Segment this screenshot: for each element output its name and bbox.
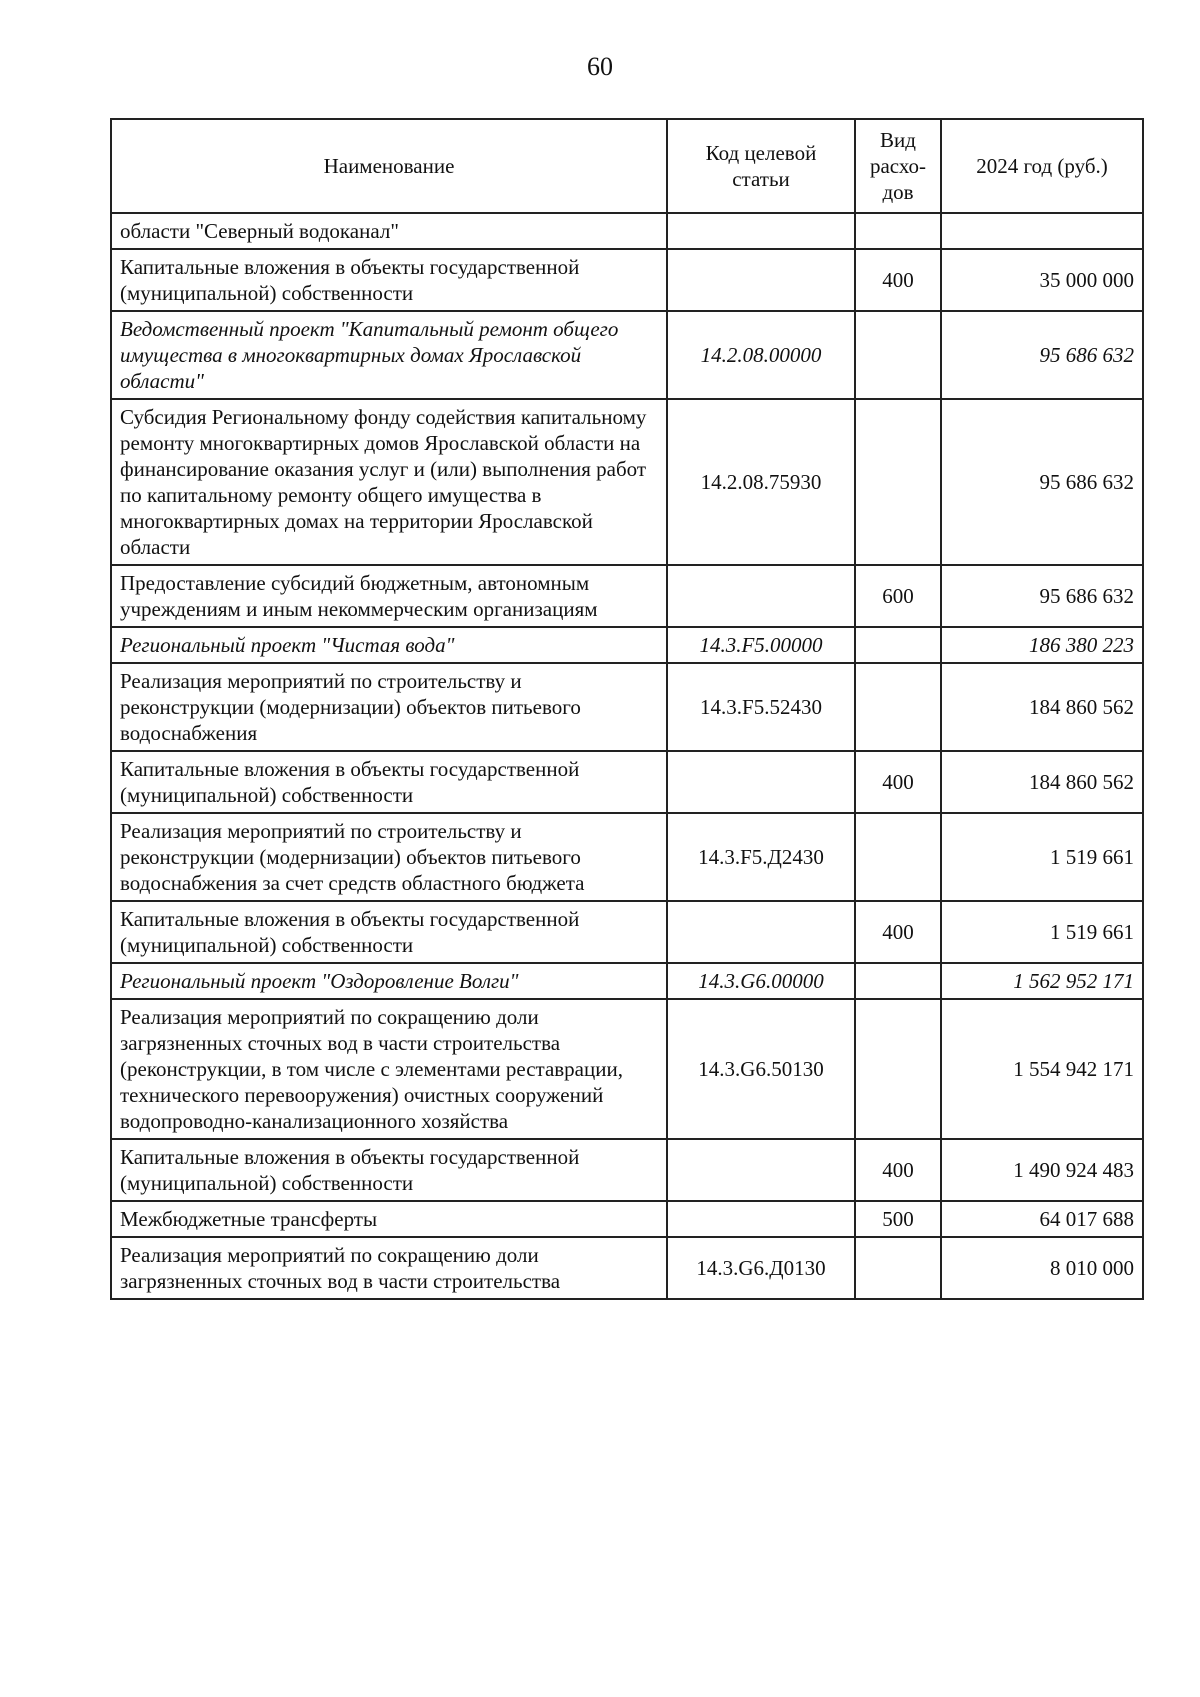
- row-code: [667, 1139, 855, 1201]
- row-name: Региональный проект "Оздоровление Волги": [111, 963, 667, 999]
- row-code: 14.3.G6.00000: [667, 963, 855, 999]
- row-name: Капитальные вложения в объекты государственной (муниципальной) собственности: [111, 1139, 667, 1201]
- table-row: [111, 963, 1143, 999]
- row-name: области "Северный водоканал": [111, 213, 667, 249]
- row-code: [667, 213, 855, 249]
- table-header-row: [111, 119, 1143, 213]
- row-code: 14.3.F5.Д2430: [667, 813, 855, 901]
- row-kind: [855, 999, 941, 1139]
- row-amount: 186 380 223: [941, 627, 1143, 663]
- row-amount: 95 686 632: [941, 399, 1143, 565]
- row-name: Региональный проект "Чистая вода": [111, 627, 667, 663]
- row-amount: 95 686 632: [941, 311, 1143, 399]
- row-amount: [941, 213, 1143, 249]
- header-code: Код целевой статьи: [667, 119, 855, 213]
- header-name: Наименование: [111, 119, 667, 213]
- row-name: Реализация мероприятий по строительству и реконструкции (модернизации) объектов питьевого водоснабжения: [111, 663, 667, 751]
- row-code: [667, 1201, 855, 1237]
- row-kind: 400: [855, 751, 941, 813]
- row-kind: [855, 963, 941, 999]
- row-code: [667, 751, 855, 813]
- row-code: [667, 901, 855, 963]
- row-name: Ведомственный проект "Капитальный ремонт общего имущества в многоквартирных домах Ярославской области": [111, 311, 667, 399]
- table-row: [111, 999, 1143, 1139]
- row-code: [667, 565, 855, 627]
- row-code: 14.3.G6.Д0130: [667, 1237, 855, 1299]
- row-amount: 184 860 562: [941, 663, 1143, 751]
- row-name: Реализация мероприятий по строительству и реконструкции (модернизации) объектов питьевого водоснабжения за счет средств областного бюджета: [111, 813, 667, 901]
- table-row: [111, 1139, 1143, 1201]
- row-kind: [855, 627, 941, 663]
- row-kind: [855, 213, 941, 249]
- row-name: Реализация мероприятий по сокращению доли загрязненных сточных вод в части строительства: [111, 1237, 667, 1299]
- row-amount: 1 562 952 171: [941, 963, 1143, 999]
- row-kind: 600: [855, 565, 941, 627]
- row-kind: [855, 399, 941, 565]
- table-row: [111, 751, 1143, 813]
- row-kind: 500: [855, 1201, 941, 1237]
- table-row: [111, 311, 1143, 399]
- budget-table: [110, 118, 1144, 1300]
- row-name: Реализация мероприятий по сокращению доли загрязненных сточных вод в части строительства (реконструкции, в том числе с элементами реставрации, технического перевооружения) очистных сооружений водопроводно-канализационного хозяйства: [111, 999, 667, 1139]
- row-name: Предоставление субсидий бюджетным, автономным учреждениям и иным некоммерческим организациям: [111, 565, 667, 627]
- table-row: [111, 663, 1143, 751]
- row-kind: 400: [855, 249, 941, 311]
- table-row: [111, 399, 1143, 565]
- row-kind: [855, 311, 941, 399]
- row-amount: 1 490 924 483: [941, 1139, 1143, 1201]
- row-name: Субсидия Региональному фонду содействия капитальному ремонту многоквартирных домов Ярославской области на финансирование оказания услуг и (или) выполнения работ по капитальному ремонту общего имущества в многоквартирных домах на территории Ярославской области: [111, 399, 667, 565]
- row-name: Капитальные вложения в объекты государственной (муниципальной) собственности: [111, 249, 667, 311]
- table-row: [111, 901, 1143, 963]
- row-code: 14.2.08.75930: [667, 399, 855, 565]
- row-amount: 64 017 688: [941, 1201, 1143, 1237]
- row-kind: [855, 1237, 941, 1299]
- row-name: Межбюджетные трансферты: [111, 1201, 667, 1237]
- row-kind: [855, 813, 941, 901]
- row-code: 14.3.F5.52430: [667, 663, 855, 751]
- row-code: 14.2.08.00000: [667, 311, 855, 399]
- table-row: [111, 1201, 1143, 1237]
- row-amount: 35 000 000: [941, 249, 1143, 311]
- row-amount: 95 686 632: [941, 565, 1143, 627]
- row-amount: 1 519 661: [941, 813, 1143, 901]
- table-row: [111, 627, 1143, 663]
- row-code: 14.3.G6.50130: [667, 999, 855, 1139]
- row-kind: [855, 663, 941, 751]
- table-row: [111, 1237, 1143, 1299]
- row-name: Капитальные вложения в объекты государственной (муниципальной) собственности: [111, 901, 667, 963]
- row-amount: 1 519 661: [941, 901, 1143, 963]
- table-row: [111, 249, 1143, 311]
- table-row: [111, 213, 1143, 249]
- row-name: Капитальные вложения в объекты государственной (муниципальной) собственности: [111, 751, 667, 813]
- row-kind: 400: [855, 1139, 941, 1201]
- table-row: [111, 813, 1143, 901]
- row-amount: 8 010 000: [941, 1237, 1143, 1299]
- header-amount: 2024 год (руб.): [941, 119, 1143, 213]
- table-body: [111, 213, 1143, 1299]
- row-amount: 1 554 942 171: [941, 999, 1143, 1139]
- row-code: 14.3.F5.00000: [667, 627, 855, 663]
- row-kind: 400: [855, 901, 941, 963]
- page-number: 60: [587, 52, 613, 81]
- header-kind: Вид расхо-дов: [855, 119, 941, 213]
- row-amount: 184 860 562: [941, 751, 1143, 813]
- table-row: [111, 565, 1143, 627]
- row-code: [667, 249, 855, 311]
